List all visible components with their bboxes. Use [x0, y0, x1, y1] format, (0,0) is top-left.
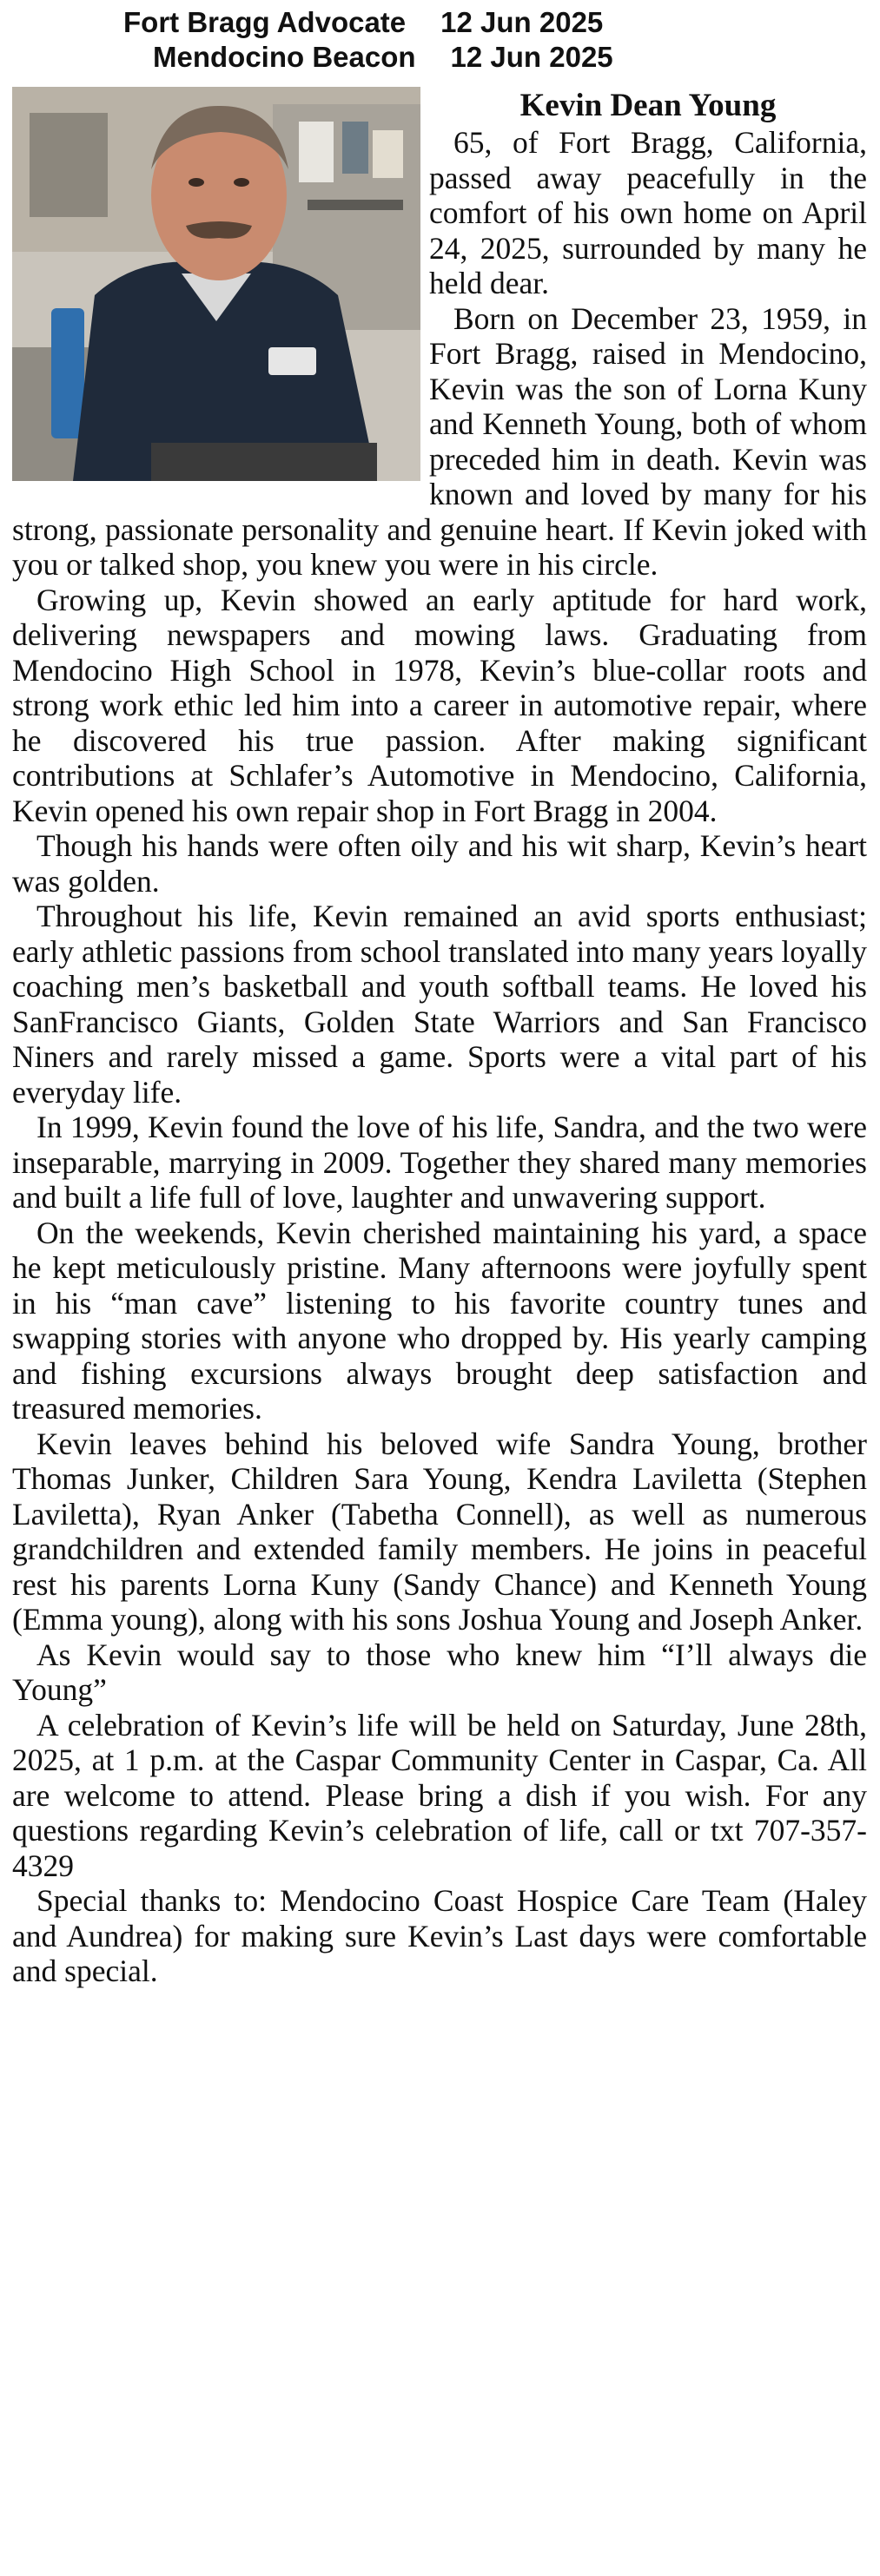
obituary-article: [12, 87, 867, 1989]
obituary-paragraph: In 1999, Kevin found the love of his life, Sandra, and the two were inseparable, marrying in 2009. Together they shared many memories and built a life full of love, laughter and unwavering support.: [12, 1110, 867, 1215]
newspaper-name: Mendocino Beacon: [153, 41, 416, 73]
masthead-row: [123, 5, 603, 40]
masthead-row: [153, 40, 613, 75]
obituary-paragraph: Born on December 23, 1959, in Fort Bragg, raised in Mendocino, Kevin was the son of Lorna Kuny and Kenneth Young, both of whom preceded him in death. Kevin was known and loved by many for his strong, passionate personality and genuine heart. If Kevin joked with you or talked shop, you knew you were in his circle.: [12, 300, 867, 582]
obituary-paragraph: 65, of Fort Bragg, California, passed away peacefully in the comfort of his own home on April 24, 2025, surrounded by many he held dear.: [429, 125, 867, 300]
obituary-paragraph: Special thanks to: Mendocino Coast Hospice Care Team (Haley and Aundrea) for making sure Kevin’s Last days were comfortable and special.: [12, 1883, 867, 1988]
obituary-paragraph: Throughout his life, Kevin remained an avid sports enthusiast; early athletic passions from school translated into many years loyally coaching men’s basketball and youth softball teams. He loved his SanFrancisco Giants, Golden State Warriors and San Francisco Niners and rarely missed a game. Sports were a vital part of his everyday life.: [12, 899, 867, 1110]
obituary-name: Kevin Dean Young: [519, 88, 777, 123]
obituary-paragraph: A celebration of Kevin’s life will be held on Saturday, June 28th, 2025, at 1 p.m. at the Caspar Community Center in Caspar, Ca. All are welcome to attend. Please bring a dish if you wish. For any questions regarding Kevin’s celebration of life, call or txt 707-357-4329: [12, 1707, 867, 1883]
obituary-paragraph: As Kevin would say to those who knew him “I’ll always die Young”: [12, 1637, 867, 1707]
obituary-paragraph: On the weekends, Kevin cherished maintaining his yard, a space he kept meticulously pristine. Many afternoons were joyfully spent in his “man cave” listening to his favorite country tunes and swapping stories with anyone who dropped by. His yearly camping and fishing excursions always brought deep satisfaction and treasured memories.: [12, 1215, 867, 1426]
newspaper-name: Fort Bragg Advocate: [123, 6, 407, 38]
obituary-paragraph: Kevin leaves behind his beloved wife Sandra Young, brother Thomas Junker, Children Sara Young, Kendra Laviletta (Stephen Laviletta), Ryan Anker (Tabetha Connell), as well as numerous grandchildren and extended family members. He joins in peaceful rest his parents Lorna Kuny (Sandy Chance) and Kenneth Young (Emma young), along with his sons Joshua Young and Joseph Anker.: [12, 1426, 867, 1637]
photo-spacer: [12, 87, 429, 486]
masthead: [0, 0, 880, 87]
publication-date: 12 Jun 2025: [440, 6, 604, 38]
publication-date: 12 Jun 2025: [450, 41, 613, 73]
obituary-paragraph: Growing up, Kevin showed an early aptitude for hard work, delivering newspapers and mowing laws. Graduating from Mendocino High School in 1978, Kevin’s blue-collar roots and strong work ethic led him into a career in automotive repair, where he discovered his true passion. After making significant contributions at Schlafer’s Automotive in Mendocino, California, Kevin opened his own repair shop in Fort Bragg in 2004.: [12, 582, 867, 828]
obituary-paragraph: Though his hands were often oily and his wit sharp, Kevin’s heart was golden.: [12, 828, 867, 899]
